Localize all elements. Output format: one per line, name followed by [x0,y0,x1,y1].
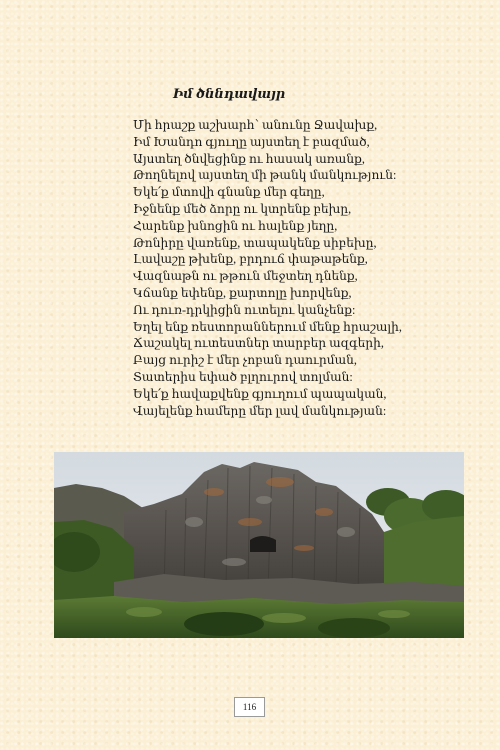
poem-line: Վազնաթն ու թթուն մեջտեղ դնենք, [133,269,358,284]
poem-line: Իջնենք մեծ ձորը ու կտրենք բեխը, [133,201,352,216]
poem-line: Թոնիրը վառենք, տապակենք սիբեխը, [133,235,377,250]
poem-line: Տատերիս եփած բլղուրով տոլման: [133,369,353,384]
poem-line: Մի հրաշք աշխարհ՝ անունը Ջավախք, [133,118,378,132]
poem-line: Հարենք խնոցին ու հալենք յեղը, [133,218,338,233]
poem-body [133,117,402,419]
poem-line: Իմ Խանդո գյուղը այստեղ է բազմած, [133,134,370,149]
poem-line: Ու դուռ-դրկիցին ուտելու կանչենք: [133,302,356,317]
poem-line: Թողնելով այստեղ մի թանկ մանկություն: [133,168,397,183]
cliff-photo [54,452,464,638]
poem-line: Այստեղ ծնվեցինք ու հասակ առանք, [133,151,365,166]
page-number: 116 [234,697,265,717]
poem-line: Եկե՛ք մտովի գնանք մեր գեղը, [133,185,325,200]
poem-title: Իմ ծննդավայր [173,86,286,101]
poem-line: Եղել ենք ռեստորաններում մենք հրաշալի, [133,319,402,334]
poem-line: Բայց ուրիշ է մեր չոբան դաուրման, [133,353,357,368]
poem-line: Եկե՛ք հավաքվենք գյուղում պապական, [133,386,387,401]
poem-line: Վայելենք համերը մեր լավ մանկության: [133,403,387,418]
poem-line: Կճանք եփենք, քարտոլը խորվենք, [133,285,352,300]
poem-line: Լավաշը թխենք, բրդուճ փաթաթենք, [133,252,368,267]
poem-line: Ճաշակել ուտեստներ տարբեր ազգերի, [133,336,384,351]
